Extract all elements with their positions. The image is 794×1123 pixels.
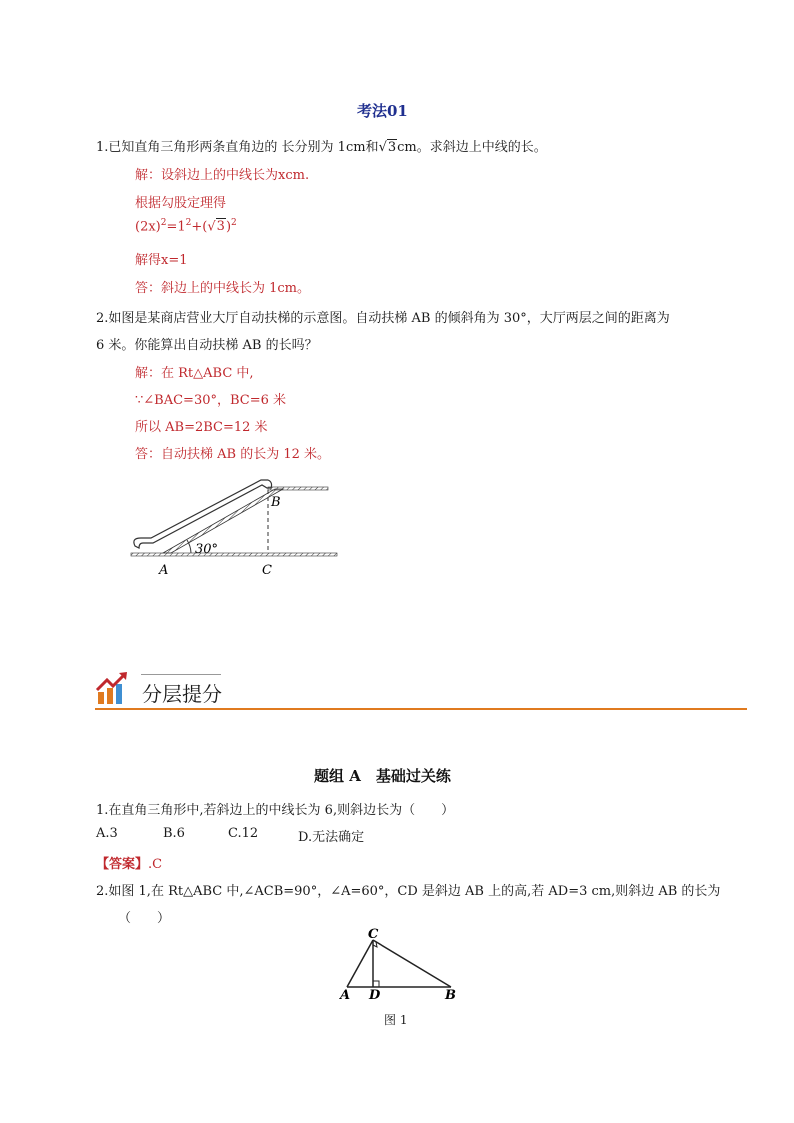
s2-q1-option-c: C.12 (228, 826, 259, 841)
question-1-stem (96, 136, 547, 155)
q1-solution-line2: 根据勾股定理得 (135, 196, 227, 211)
figure-caption: 图 1 (384, 1013, 408, 1027)
q1-sol3-a: (2x) (135, 219, 161, 235)
q1-sol3-sqrt: 3 (216, 219, 225, 235)
tri-point-d-label: D (369, 988, 381, 1003)
banner-underline (95, 708, 747, 710)
ground-line (131, 553, 337, 556)
escalator-figure (125, 476, 345, 580)
point-b-label: B (271, 495, 281, 510)
q1-solution-line4: 解得x=1 (135, 253, 188, 268)
q1-sol3-d: ) (225, 219, 232, 235)
sqrt-sign: √ (378, 140, 387, 155)
right-angle-d (373, 981, 379, 987)
section-title: 考法01 (357, 102, 408, 120)
q2-solution-line4: 答：自动扶梯 AB 的长为 12 米。 (135, 447, 331, 462)
s2-q2-paren: （ ） (118, 911, 171, 926)
question-2-stem-line1: 2.如图是某商店营业大厅自动扶梯的示意图。自动扶梯 AB 的倾斜角为 30°，大厅两层之间的距离为 (96, 311, 670, 326)
s2-question-2-stem: 2.如图 1,在 Rt△ABC 中,∠ACB=90°，∠A=60°，CD 是斜边 AB 上的高,若 AD=3 cm,则斜边 AB 的长为 (96, 884, 721, 899)
triangle-figure (335, 928, 465, 1003)
q1-sol3-exp3: 2 (231, 218, 237, 228)
question-2-stem-line2: 6 米。你能算出自动扶梯 AB 的长吗？ (96, 338, 318, 353)
q1-sol1-unit: cm. (285, 168, 310, 183)
q1-solution-line5: 答：斜边上的中线长为 1cm。 (135, 281, 311, 296)
q1-sol3-b: =1 (166, 219, 186, 235)
s2-q1-option-a: A.3 (96, 826, 118, 841)
side-bc (373, 940, 451, 987)
q1-sol1-text: 解：设斜边上的中线长为x (135, 168, 286, 183)
q1-solution-line3 (135, 218, 237, 234)
banner-top-line (141, 674, 221, 675)
banner-title: 分层提分 (142, 682, 222, 706)
q1-stem-b: cm。求斜边上中线的长。 (397, 140, 547, 155)
tri-point-c-label: C (368, 928, 379, 942)
sqrt-sign: √ (207, 219, 216, 235)
answer-tag: 【答案】 (96, 857, 149, 872)
tri-point-b-label: B (445, 988, 456, 1003)
s2-q1-option-d: D.无法确定 (298, 830, 365, 845)
q2-solution-line2: ∵∠BAC=30°，BC=6 米 (135, 393, 287, 408)
point-a-label: A (159, 563, 169, 578)
answer-value: .C (148, 857, 163, 872)
q2-solution-line3: 所以 AB=2BC=12 米 (135, 420, 268, 435)
q1-sol3-exp1: 2 (160, 218, 167, 228)
handrail (134, 480, 272, 548)
s2-question-1-stem: 1.在直角三角形中,若斜边上的中线长为 6,则斜边长为（ ） (96, 803, 455, 818)
angle-label: 30° (195, 542, 219, 557)
q2-solution-line1: 解：在 Rt△ABC 中, (135, 366, 254, 381)
side-ac (347, 940, 373, 987)
q1-sol3-c: +( (191, 219, 208, 235)
escalator-body (163, 489, 283, 553)
q1-sol3-exp2: 2 (185, 218, 192, 228)
q1-stem-a: 1.已知直角三角形两条直角边的 长分别为 1cm和 (96, 140, 379, 155)
s2-q1-answer (96, 853, 162, 872)
q1-stem-sqrt: 3 (387, 140, 397, 155)
section-2-title: 题组 A 基础过关练 (314, 767, 451, 785)
s2-q1-option-b: B.6 (163, 826, 185, 841)
q1-solution-line1 (135, 164, 309, 183)
point-c-label: C (262, 563, 272, 578)
tri-point-a-label: A (340, 988, 351, 1003)
chart-growth-icon (95, 670, 131, 706)
